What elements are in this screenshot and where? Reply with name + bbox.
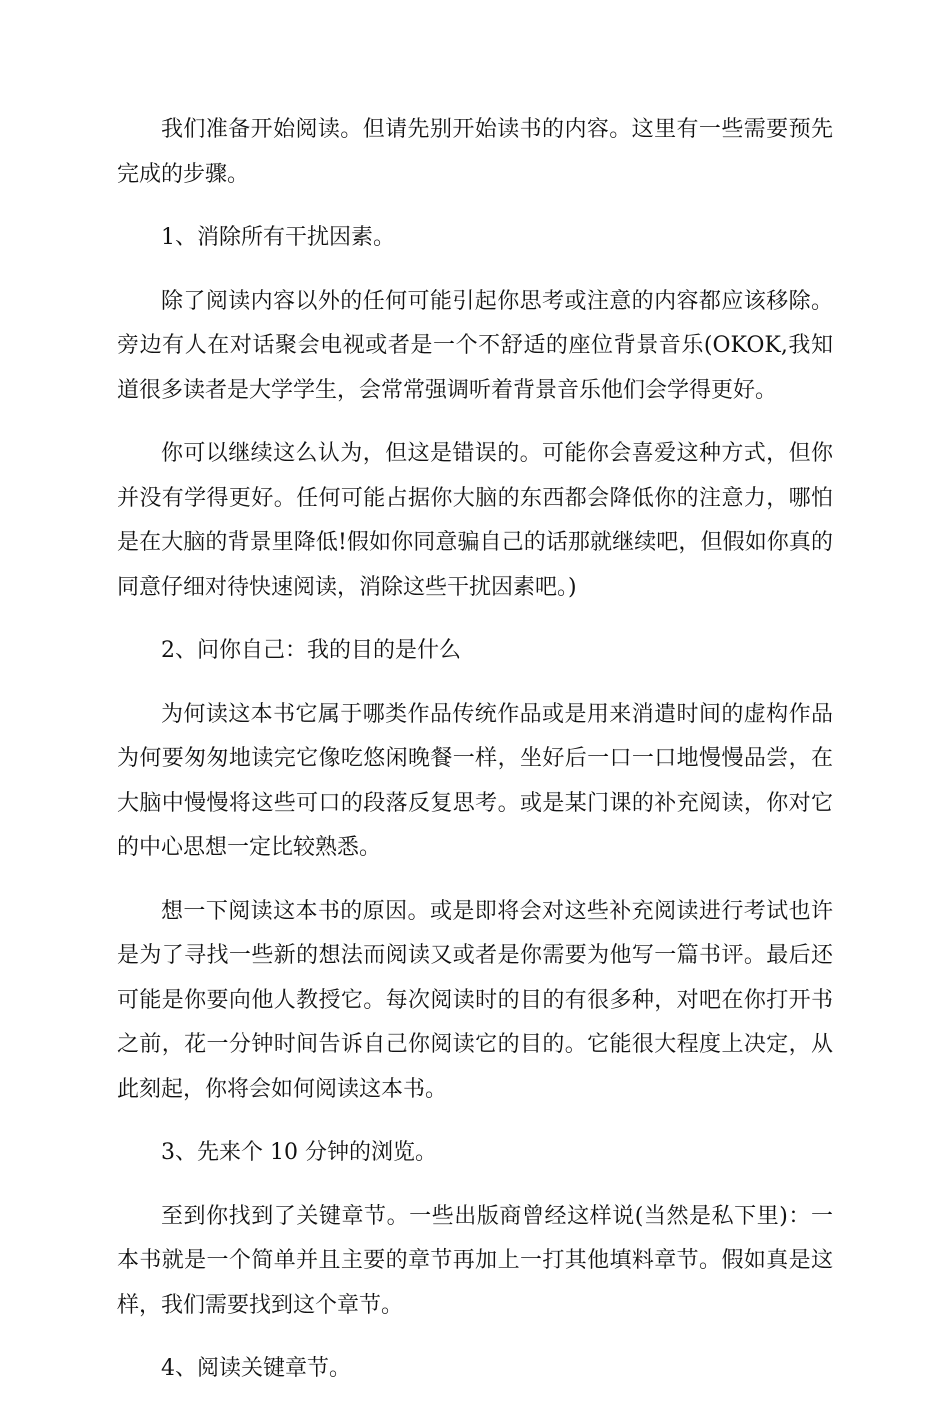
paragraph-intro: 我们准备开始阅读。但请先别开始读书的内容。这里有一些需要预先完成的步骤。	[117, 117, 833, 187]
step-3-heading: 3、先来个 10 分钟的浏览。	[161, 1140, 437, 1165]
paragraph-why-read: 为何读这本书它属于哪类作品传统作品或是用来消遣时间的虚构作品为何要匆匆地读完它像吃悠闲晚餐一样，坐好后一口一口地慢慢品尝，在大脑中慢慢将这些可口的段落反复思考。或是某门课的补充阅读，你对它的中心思想一定比较熟悉。	[117, 701, 833, 860]
paragraph-distractions: 除了阅读内容以外的任何可能引起你思考或注意的内容都应该移除。旁边有人在对话聚会电视或者是一个不舒适的座位背景音乐(OKOK,我知道很多读者是大学学生，会常常强调听着背景音乐他们会学得更好。	[117, 288, 833, 403]
step-1-heading: 1、消除所有干扰因素。	[161, 225, 395, 250]
paragraph-key-chapter: 至到你找到了关键章节。一些出版商曾经这样说(当然是私下里)：一本书就是一个简单并且主要的章节再加上一打其他填料章节。假如真是这样，我们需要找到这个章节。	[117, 1203, 833, 1318]
step-4-heading: 4、阅读关键章节。	[161, 1356, 351, 1381]
document-body	[117, 108, 833, 1411]
paragraph-background-music: 你可以继续这么认为，但这是错误的。可能你会喜爱这种方式，但你并没有学得更好。任何可能占据你大脑的东西都会降低你的注意力，哪怕是在大脑的背景里降低!假如你同意骗自己的话那就继续吧，但假如你真的同意仔细对待快速阅读，消除这些干扰因素吧。)	[117, 441, 833, 600]
step-2-heading: 2、问你自己：我的目的是什么	[161, 638, 461, 663]
paragraph-purpose: 想一下阅读这本书的原因。或是即将会对这些补充阅读进行考试也许是为了寻找一些新的想法而阅读又或者是你需要为他写一篇书评。最后还可能是你要向他人教授它。每次阅读时的目的有很多种，对吧在你打开书之前，花一分钟时间告诉自己你阅读它的目的。它能很大程度上决定，从此刻起，你将会如何阅读这本书。	[117, 898, 833, 1102]
